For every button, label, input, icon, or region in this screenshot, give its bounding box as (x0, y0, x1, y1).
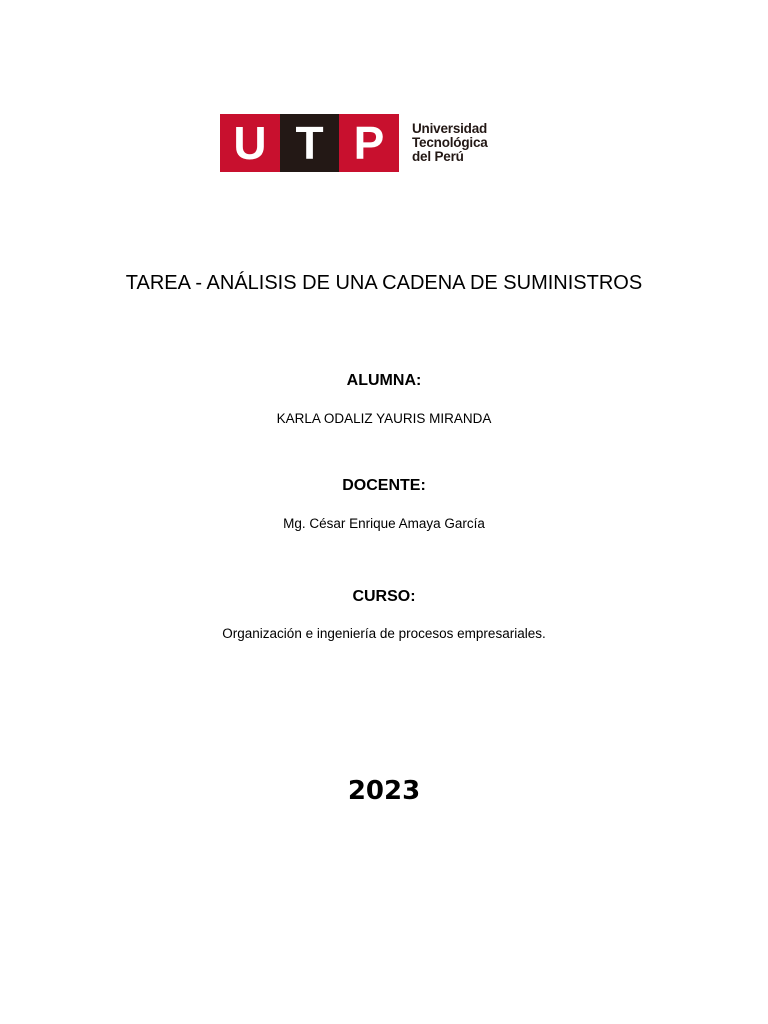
logo-text-line-1: Universidad (412, 121, 488, 136)
logo-letter-u: U (220, 114, 280, 172)
teacher-name: Mg. César Enrique Amaya García (283, 516, 485, 531)
student-name: KARLA ODALIZ YAURIS MIRANDA (276, 411, 492, 426)
course-label: CURSO: (352, 588, 416, 605)
logo-letter-p: P (339, 114, 399, 172)
logo-letter-t: T (280, 114, 339, 172)
document-year: 2023 (347, 776, 421, 806)
utp-logo (220, 114, 488, 172)
logo-university-name (412, 114, 488, 172)
logo-text-line-3: del Perú (412, 149, 464, 164)
logo-text-line-2: Tecnológica (412, 135, 488, 150)
teacher-label: DOCENTE: (342, 477, 426, 494)
course-name: Organización e ingeniería de procesos empresariales. (222, 626, 546, 641)
student-label: ALUMNA: (346, 372, 422, 389)
document-title: TAREA - ANÁLISIS DE UNA CADENA DE SUMINISTROS (125, 272, 643, 294)
